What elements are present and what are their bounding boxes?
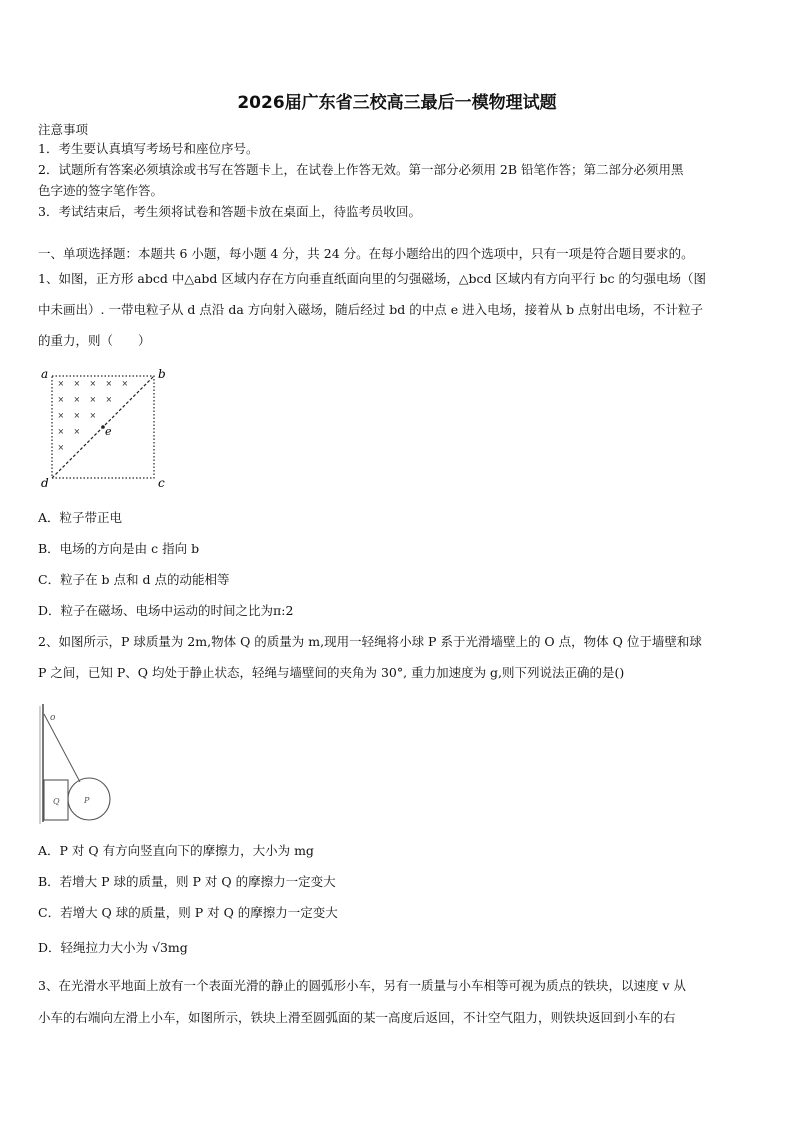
q1-stem-line-1: 1、如图，正方形 abcd 中△abd 区域内存在方向垂直纸面向里的匀强磁场，△bcd 区域内有方向平行 bc 的匀强电场（图 [38, 271, 706, 286]
q2-figure [34, 700, 124, 830]
field-cross-mark: × [105, 395, 113, 404]
field-cross-mark: × [89, 411, 97, 420]
label-e: e [105, 425, 112, 438]
label-p: P [84, 796, 90, 805]
label-b: b [158, 367, 166, 381]
field-cross-mark: × [57, 395, 65, 404]
q2-stem-line-2: P 之间，已知 P、Q 均处于静止状态，轻绳与墙壁间的夹角为 30°, 重力加速度为 g,则下列说法正确的是() [38, 665, 625, 680]
q2-option-a: A．P 对 Q 有方向竖直向下的摩擦力，大小为 mg [38, 843, 314, 858]
field-cross-mark: × [89, 395, 97, 404]
notice-item-3: 3．考试结束后，考生须将试卷和答题卡放在桌面上，待监考员收回。 [38, 204, 421, 219]
field-cross-mark: × [57, 411, 65, 420]
label-q: Q [53, 797, 60, 806]
q2-option-c: C．若增大 Q 球的质量，则 P 对 Q 的摩擦力一定变大 [38, 905, 338, 920]
field-cross-mark: × [57, 443, 65, 452]
label-d: d [41, 476, 49, 490]
label-a: a [41, 367, 49, 381]
q1-option-b: B．电场的方向是由 c 指向 b [38, 541, 200, 556]
field-cross-mark: × [89, 379, 97, 388]
q3-stem-line-2: 小车的右端向左滑上小车，如图所示，铁块上滑至圆弧面的某一高度后返回，不计空气阻力，则铁块返回到小车的右 [38, 1010, 676, 1025]
field-cross-mark: × [57, 427, 65, 436]
q1-figure [38, 366, 168, 491]
field-cross-mark: × [73, 395, 81, 404]
q1-stem-line-3: 的重力，则（ ） [38, 333, 151, 348]
q1-option-d: D．粒子在磁场、电场中运动的时间之比为π:2 [38, 603, 294, 618]
q1-option-a: A．粒子带正电 [38, 510, 123, 525]
q2-option-d: D．轻绳拉力大小为 √3mg [38, 940, 188, 955]
notice-item-1: 1．考生要认真填写考场号和座位序号。 [38, 141, 259, 156]
field-cross-mark: × [73, 411, 81, 420]
q2-option-b: B．若增大 P 球的质量，则 P 对 Q 的摩擦力一定变大 [38, 874, 336, 889]
q1-option-c: C．粒子在 b 点和 d 点的动能相等 [38, 572, 230, 587]
field-cross-mark: × [121, 379, 129, 388]
section-heading: 一、单项选择题：本题共 6 小题，每小题 4 分，共 24 分。在每小题给出的四个选项中，只有一项是符合题目要求的。 [38, 246, 694, 261]
field-cross-mark: × [105, 379, 113, 388]
q3-stem-line-1: 3、在光滑水平地面上放有一个表面光滑的静止的圆弧形小车，另有一质量与小车相等可视为质点的铁块，以速度 v 从 [38, 978, 686, 993]
notice-item-2: 2．试题所有答案必须填涂或书写在答题卡上，在试卷上作答无效。第一部分必须用 2B 铅笔作答；第二部分必须用黑 [38, 162, 684, 177]
q1-stem-line-2: 中未画出）. 一带电粒子从 d 点沿 da 方向射入磁场，随后经过 bd 的中点 e 进入电场，接着从 b 点射出电场，不计粒子 [38, 302, 704, 317]
label-c: c [158, 476, 165, 490]
field-cross-mark: × [73, 427, 81, 436]
notice-item-2-cont: 色字迹的签字笔作答。 [38, 183, 164, 198]
notice-heading: 注意事项 [38, 122, 89, 137]
field-cross-mark: × [57, 379, 65, 388]
field-cross-mark: × [73, 379, 81, 388]
page-title: 2026届广东省三校高三最后一模物理试题 [237, 93, 557, 113]
label-o: o [50, 713, 56, 723]
q2-stem-line-1: 2、如图所示，P 球质量为 2m,物体 Q 的质量为 m,现用一轻绳将小球 P 系于光滑墙壁上的 O 点，物体 Q 位于墙壁和球 [38, 634, 702, 649]
